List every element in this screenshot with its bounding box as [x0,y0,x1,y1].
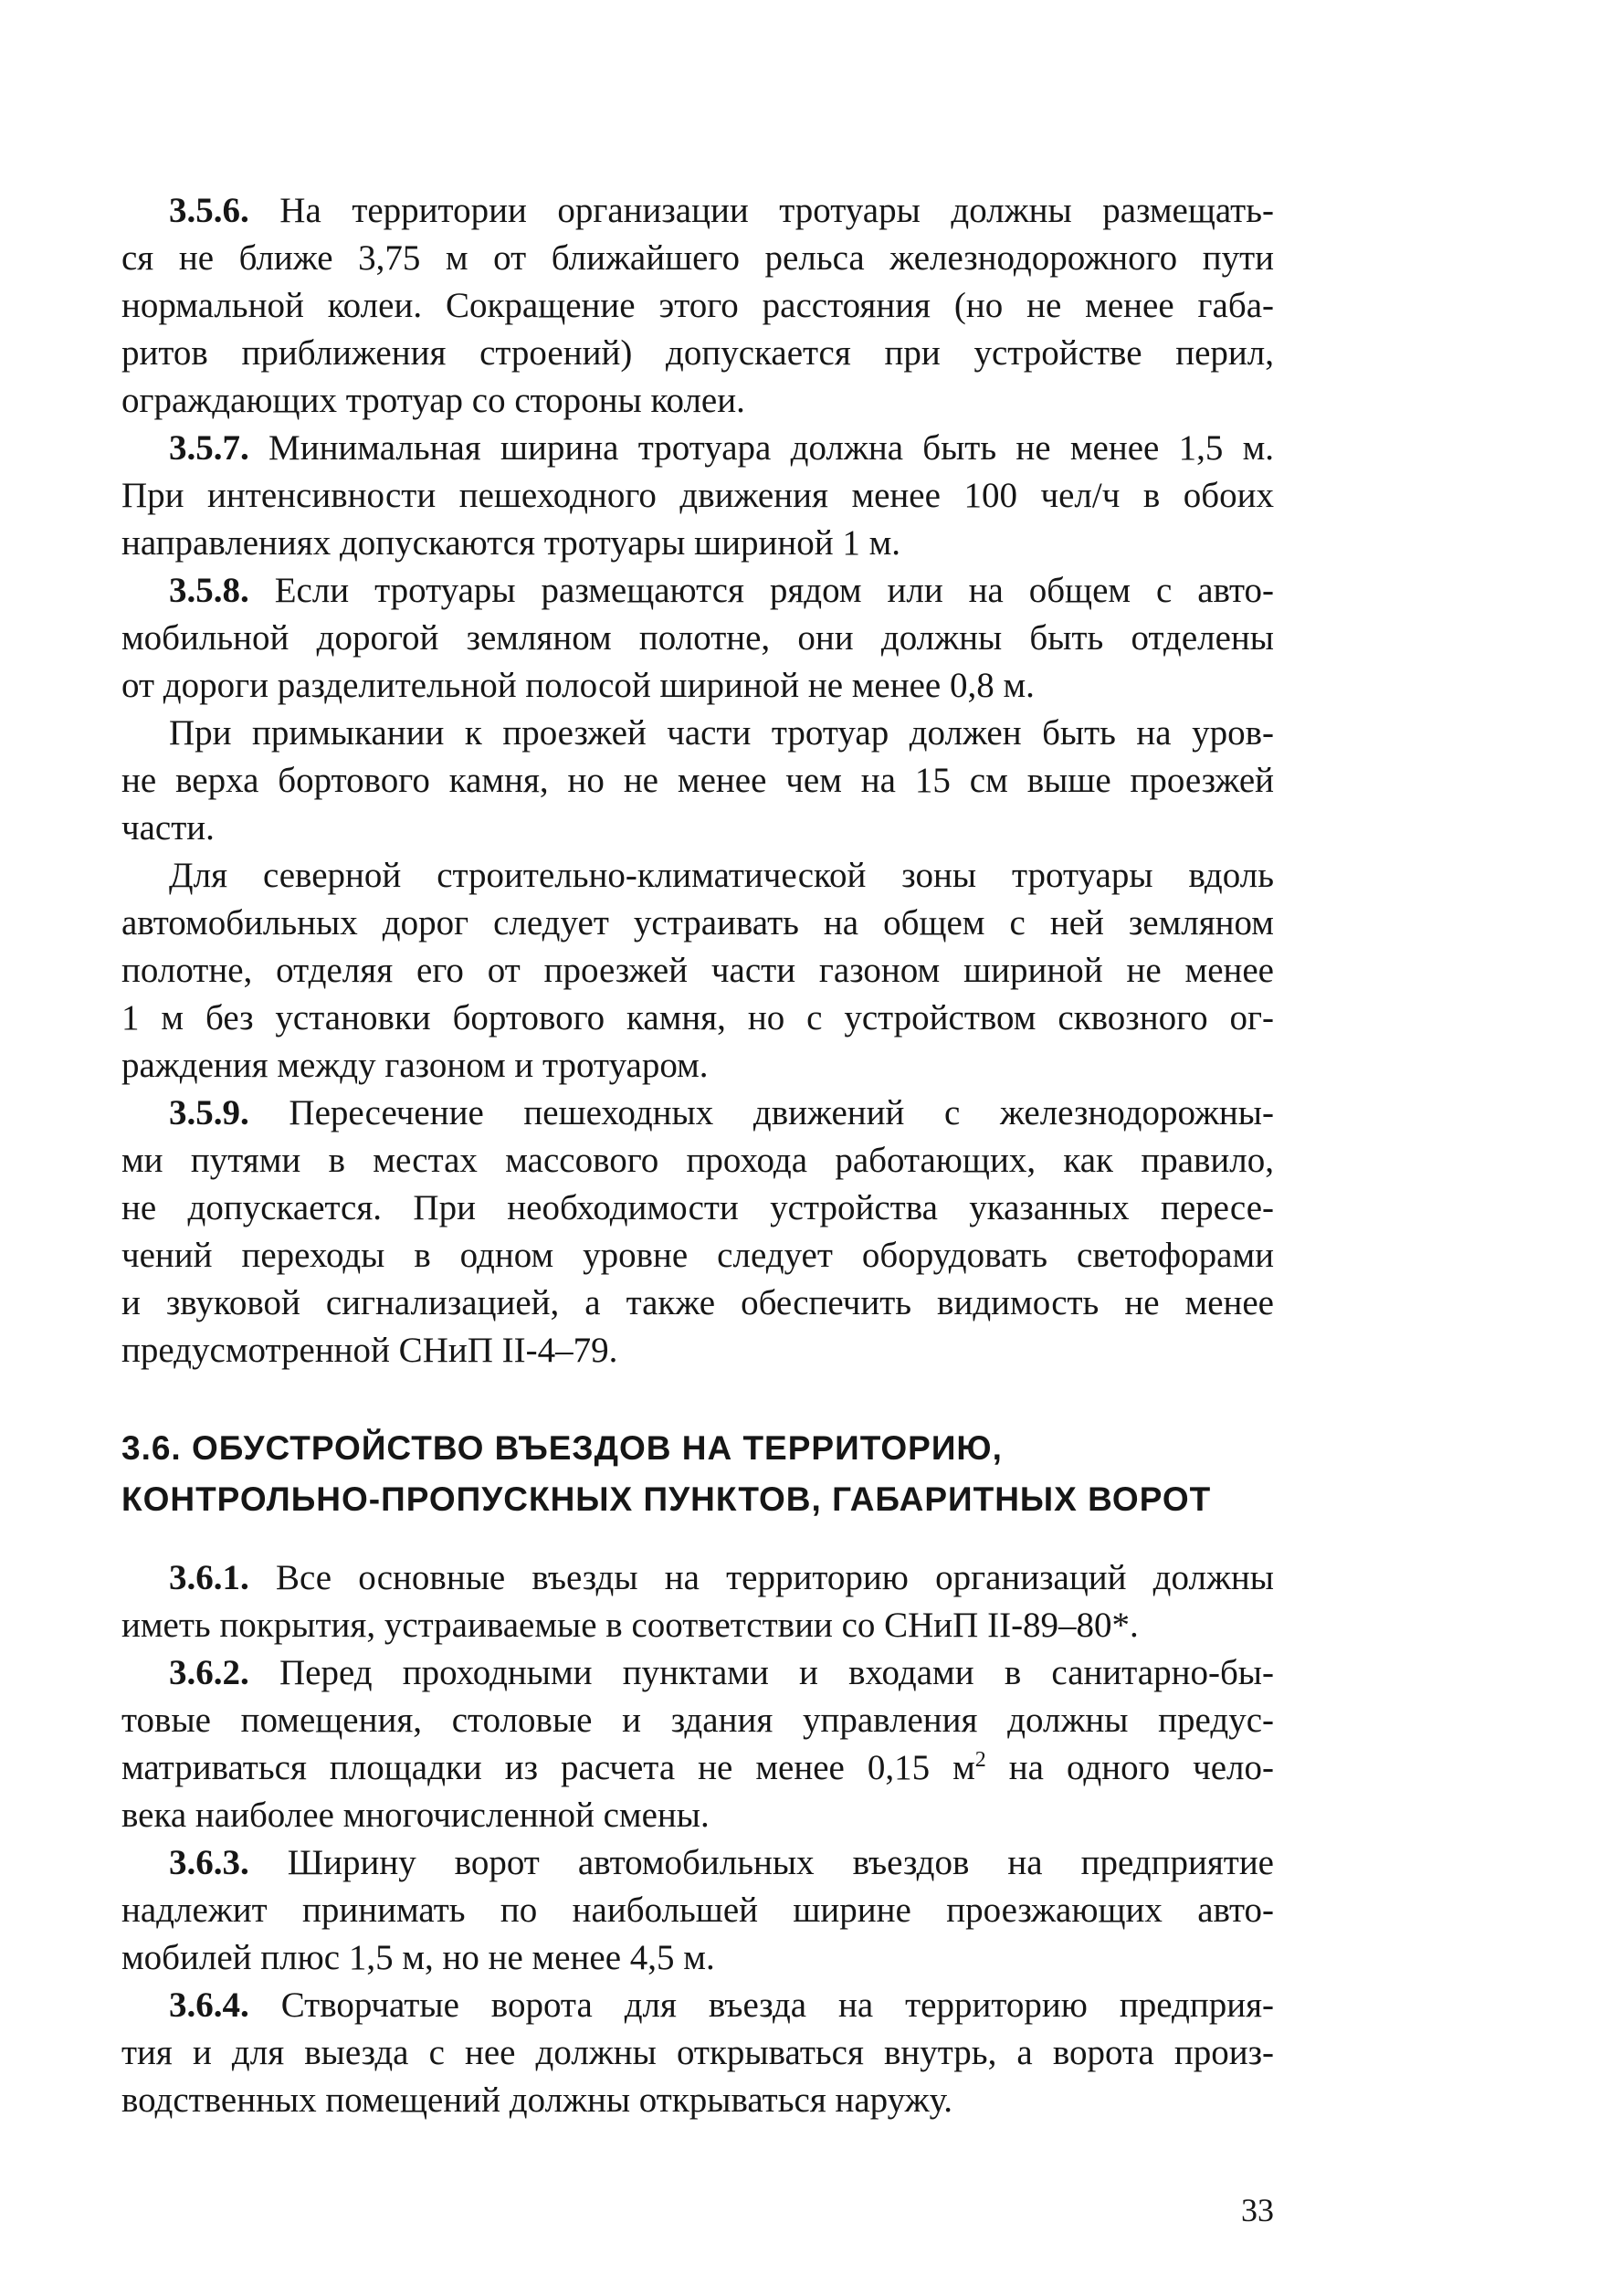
paragraph-3-5-8-continued [121,710,1274,852]
paragraph-3-5-8 [121,567,1274,710]
text-line: от дороги разделительной полосой шириной не менее 0,8 м. [121,666,1035,705]
text-line [121,1982,1274,2029]
text-line [121,187,1274,235]
text-line [121,710,1274,757]
text-line-content: Если тротуары размещаются рядом или на общем с авто- [274,571,1275,610]
text-line: мобилей плюс 1,5 м, но не менее 4,5 м. [121,1938,715,1977]
text-line: ритов приближения строений) допускается при устройстве перил, [121,333,1274,373]
text-line: полотне, отделяя его от проезжей части газоном шириной не менее [121,951,1274,990]
paragraph-3-6-4 [121,1982,1274,2124]
paragraph-3-5-6 [121,187,1274,425]
paragraph-3-6-3 [121,1839,1274,1982]
text-line-content: Минимальная ширина тротуара должна быть не менее 1,5 м. [268,428,1274,468]
clause-number: 3.5.8. [169,571,249,610]
heading-line: КОНТРОЛЬНО-ПРОПУСКНЫХ ПУНКТОВ, ГАБАРИТНЫХ ВОРОТ [121,1480,1212,1518]
section-heading-3-6 [121,1423,1274,1525]
clause-number: 3.6.4. [169,1985,249,2025]
clause-number: 3.6.1. [169,1558,249,1597]
text-line-content: Ширину ворот автомобильных въездов на предприятие [287,1843,1274,1882]
superscript: 2 [974,1748,986,1772]
text-line: мобильной дорогой земляном полотне, они должны быть отделены [121,618,1274,658]
text-line: водственных помещений должны открываться наружу. [121,2080,952,2120]
text-line [121,1649,1274,1697]
text-line: 1 м без установки бортового камня, но с устройством сквозного ог- [121,998,1274,1037]
text-line-content: Пересечение пешеходных движений с железнодорожны- [289,1093,1274,1132]
text-line: направлениях допускаются тротуары шириной 1 м. [121,523,901,563]
text-line: раждения между газоном и тротуаром. [121,1046,709,1085]
text-line-content: матриваться площадки из расчета не менее 0,15 м [121,1748,975,1787]
text-line: надлежит принимать по наибольшей ширине проезжающих авто- [121,1891,1274,1930]
text-line: автомобильных дорог следует устраивать на общем с ней земляном [121,903,1274,943]
section-3-5-text [121,187,1274,1374]
text-line: При интенсивности пешеходного движения менее 100 чел/ч в обоих [121,476,1274,515]
text-line: товые помещения, столовые и здания управления должны предус- [121,1701,1274,1740]
clause-number: 3.6.3. [169,1843,249,1882]
section-3-6-text [121,1554,1274,2124]
text-line: иметь покрытия, устраиваемые в соответствии со СНиП II-89–80*. [121,1606,1139,1645]
text-line: предусмотренной СНиП II-4–79. [121,1331,618,1370]
text-line: не допускается. При необходимости устройства указанных пересе- [121,1188,1274,1227]
paragraph-3-5-8-north-zone [121,852,1274,1090]
text-line: чений переходы в одном уровне следует оборудовать светофорами [121,1236,1274,1275]
clause-number: 3.5.9. [169,1093,249,1132]
text-line: нормальной колеи. Сокращение этого расстояния (но не менее габа- [121,286,1274,325]
text-line: ми путями в местах массового прохода работающих, как правило, [121,1141,1274,1180]
clause-number: 3.5.6. [169,191,249,230]
text-line [121,1744,1274,1792]
text-line-content: При примыкании к проезжей части тротуар должен быть на уров- [169,713,1274,753]
text-line: ся не ближе 3,75 м от ближайшего рельса железнодорожного пути [121,238,1274,278]
text-line: и звуковой сигнализацией, а также обеспечить видимость не менее [121,1283,1274,1322]
text-line-content: на одного чело- [985,1748,1274,1787]
text-line-content: Перед проходными пунктами и входами в санитарно-бы- [279,1653,1274,1692]
text-line-content: Все основные въезды на территорию организаций должны [275,1558,1274,1597]
text-line [121,1839,1274,1887]
text-line: не верха бортового камня, но не менее чем на 15 см выше проезжей [121,761,1274,800]
text-line: части. [121,808,215,848]
paragraph-3-6-2 [121,1649,1274,1839]
page-number: 33 [1241,2192,1274,2228]
text-line [121,1090,1274,1137]
text-line [121,852,1274,900]
text-line-content: На территории организации тротуары должны размещать- [279,191,1274,230]
clause-number: 3.6.2. [169,1653,249,1692]
text-line-content: Для северной строительно-климатической зоны тротуары вдоль [169,856,1274,895]
text-line: ограждающих тротуар со стороны колеи. [121,381,745,420]
text-line: тия и для выезда с нее должны открываться внутрь, а ворота произ- [121,2033,1274,2072]
paragraph-3-5-7 [121,425,1274,567]
paragraph-3-6-1 [121,1554,1274,1649]
text-line-content: Створчатые ворота для въезда на территорию предприя- [280,1985,1274,2025]
heading-line: 3.6. ОБУСТРОЙСТВО ВЪЕЗДОВ НА ТЕРРИТОРИЮ, [121,1429,1003,1467]
text-line [121,1554,1274,1602]
text-line [121,567,1274,615]
text-line: века наиболее многочисленной смены. [121,1796,710,1835]
clause-number: 3.5.7. [169,428,249,468]
text-line [121,425,1274,472]
paragraph-3-5-9 [121,1090,1274,1374]
